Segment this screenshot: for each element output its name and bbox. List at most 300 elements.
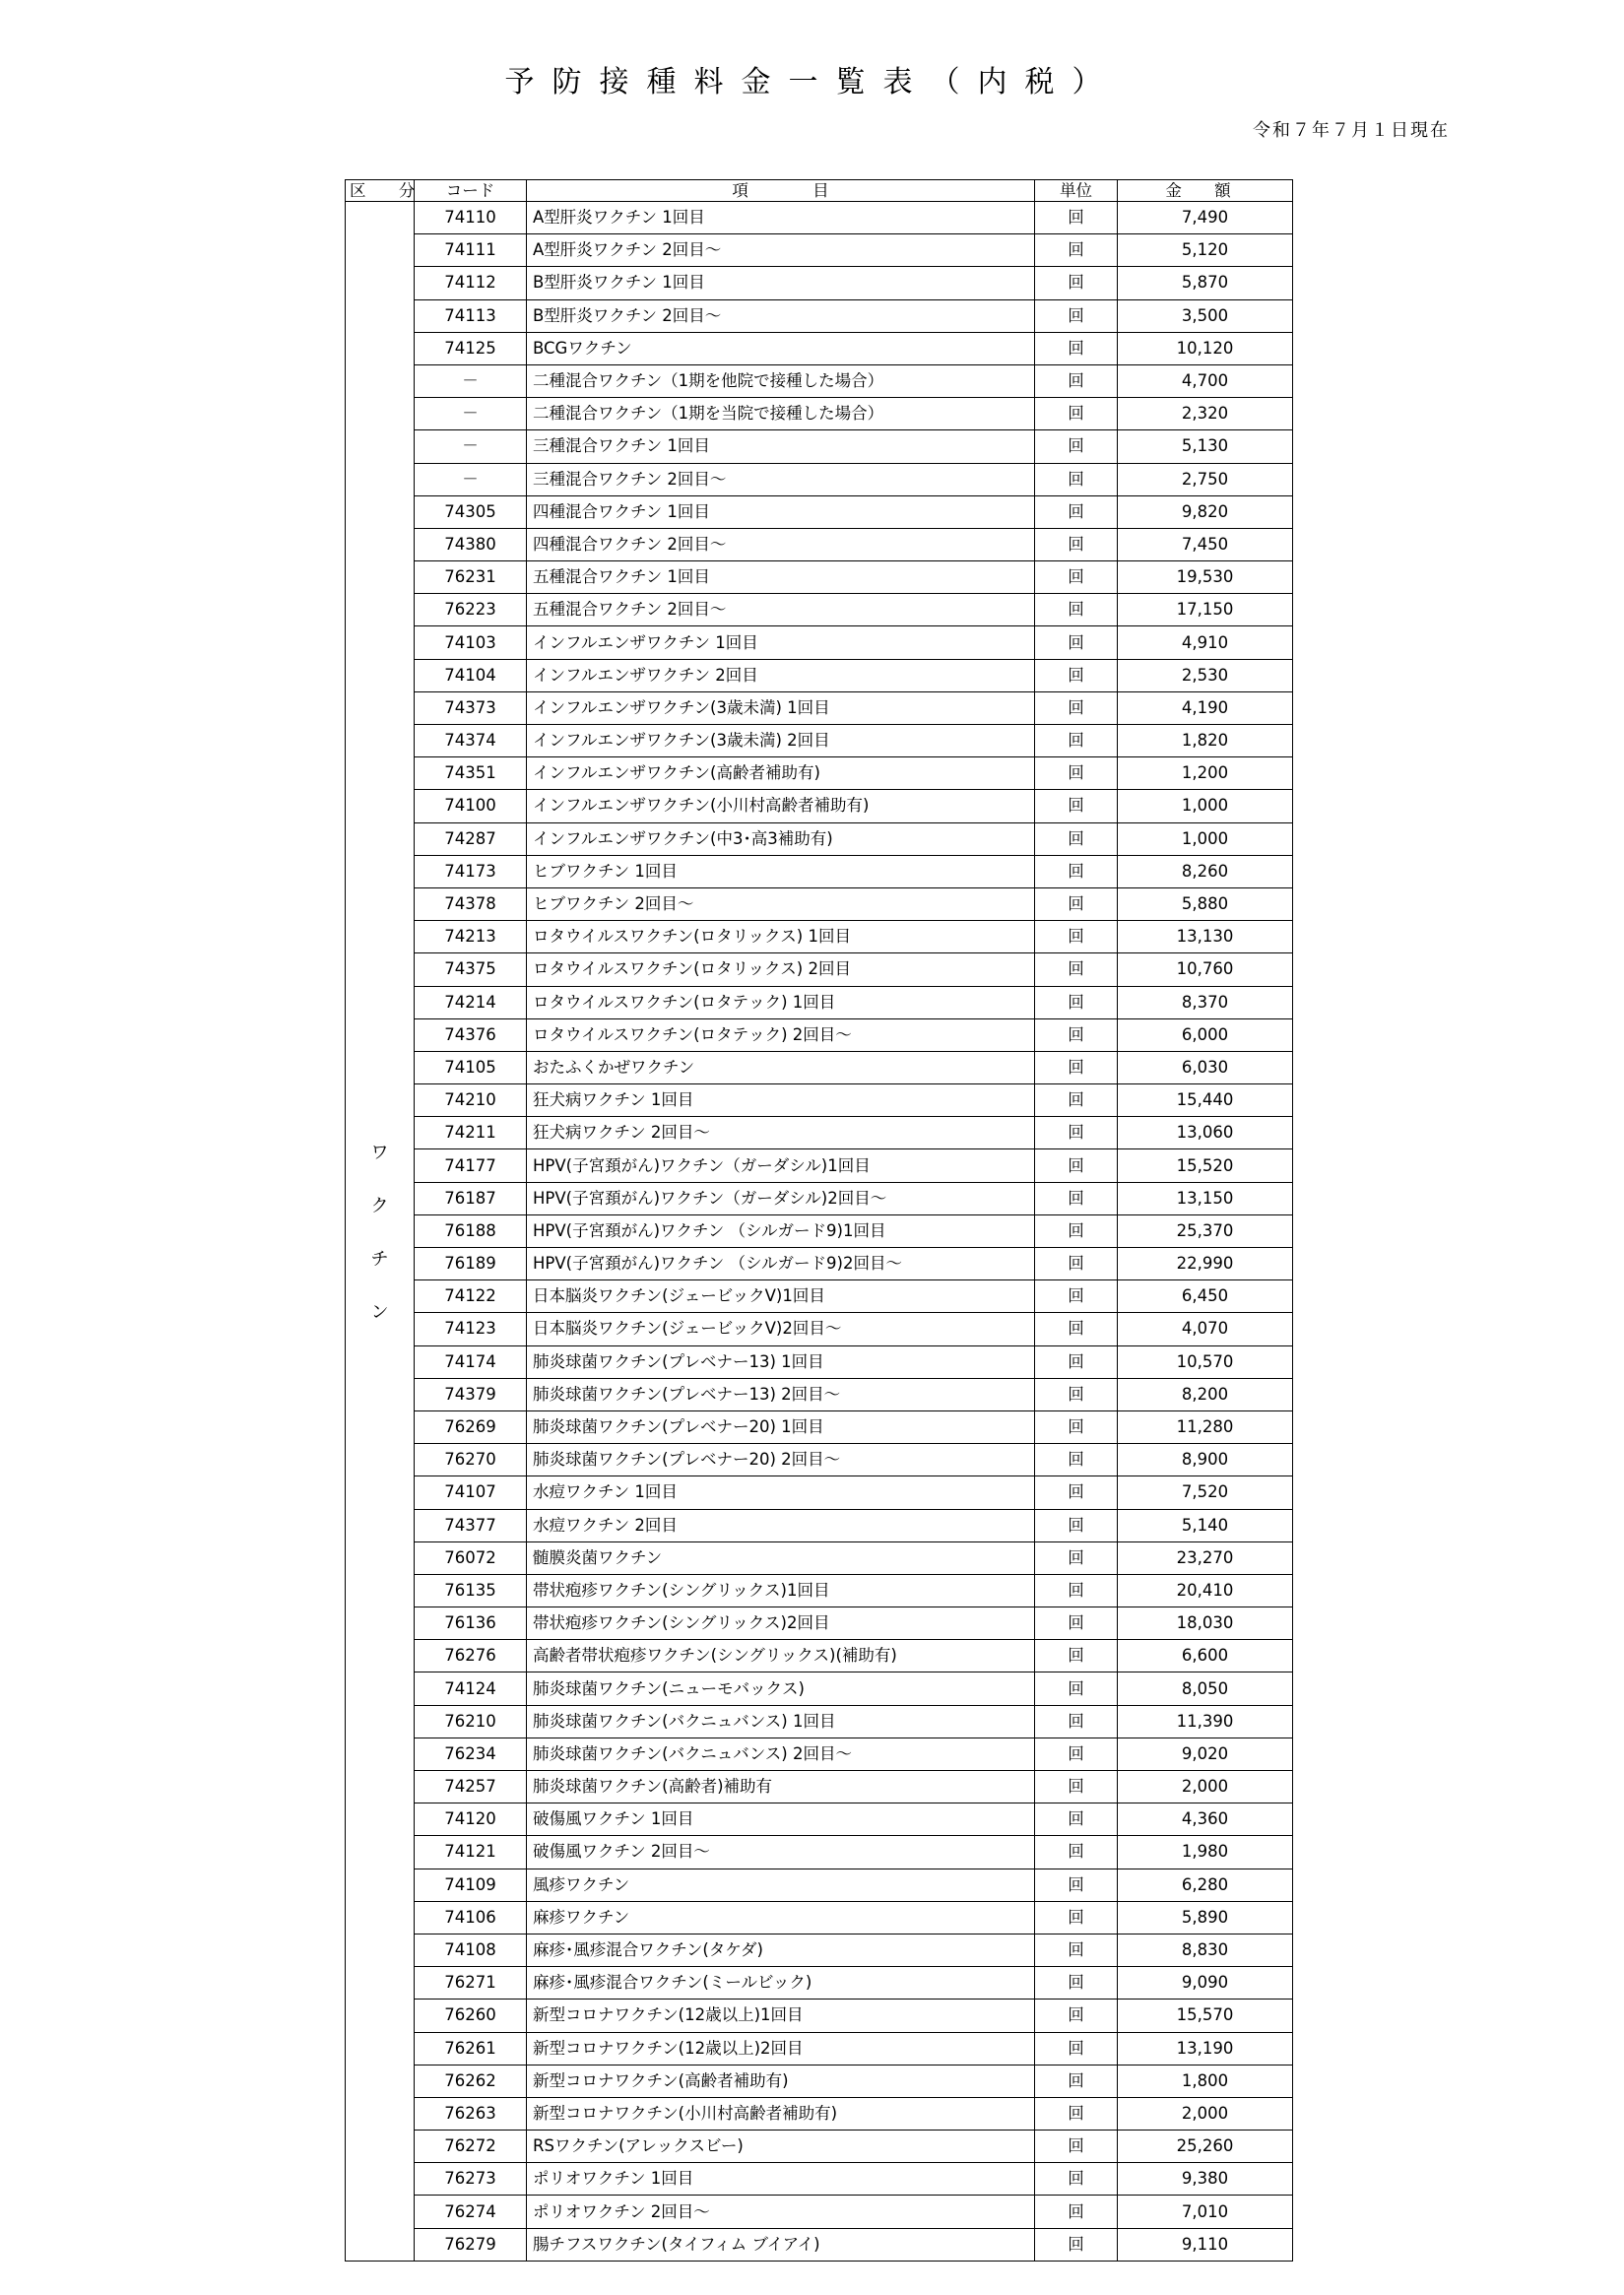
table-row <box>346 1084 1293 1117</box>
item-cell: ポリオワクチン 1回目 <box>527 2163 1035 2196</box>
table-row <box>346 1607 1293 1640</box>
item-cell: 帯状疱疹ワクチン(シングリックス)1回目 <box>527 1574 1035 1606</box>
item-cell: インフルエンザワクチン(3歳未満) 2回目 <box>527 725 1035 757</box>
code-cell: 74111 <box>415 234 527 267</box>
item-cell: RSワクチン(アレックスビー) <box>527 2131 1035 2163</box>
category-char: チ <box>370 1248 389 1270</box>
amount-cell: 1,820 <box>1118 725 1293 757</box>
item-cell: 肺炎球菌ワクチン(プレベナー20) 2回目～ <box>527 1444 1035 1476</box>
amount-cell: 5,120 <box>1118 234 1293 267</box>
table-row <box>346 2000 1293 2032</box>
item-cell: ロタウイルスワクチン(ロタテック) 1回目 <box>527 986 1035 1018</box>
table-row <box>346 267 1293 299</box>
item-cell: 麻疹･風疹混合ワクチン(タケダ) <box>527 1934 1035 1966</box>
code-cell: 76261 <box>415 2032 527 2065</box>
category-char: ワ <box>370 1142 389 1163</box>
amount-cell: 1,000 <box>1118 822 1293 855</box>
category-char: ン <box>370 1301 389 1323</box>
unit-cell: 回 <box>1035 1378 1118 1410</box>
fee-table <box>345 179 1293 2262</box>
code-cell: 74122 <box>415 1280 527 1313</box>
item-cell: 高齢者帯状疱疹ワクチン(シングリックス)(補助有) <box>527 1640 1035 1672</box>
item-cell: ロタウイルスワクチン(ロタリックス) 1回目 <box>527 921 1035 953</box>
amount-cell: 8,260 <box>1118 855 1293 887</box>
table-header-row <box>346 180 1293 202</box>
item-cell: 水痘ワクチン 2回目 <box>527 1509 1035 1541</box>
unit-cell: 回 <box>1035 626 1118 659</box>
code-cell: 74257 <box>415 1771 527 1803</box>
unit-cell: 回 <box>1035 986 1118 1018</box>
header-item: 項 目 <box>527 180 1035 202</box>
code-cell: 74376 <box>415 1018 527 1051</box>
item-cell: 狂犬病ワクチン 1回目 <box>527 1084 1035 1117</box>
amount-cell: 25,260 <box>1118 2131 1293 2163</box>
unit-cell: 回 <box>1035 1280 1118 1313</box>
unit-cell: 回 <box>1035 202 1118 234</box>
amount-cell: 2,000 <box>1118 2097 1293 2130</box>
table-row <box>346 1378 1293 1410</box>
unit-cell: 回 <box>1035 234 1118 267</box>
unit-cell: 回 <box>1035 561 1118 594</box>
item-cell: A型肝炎ワクチン 1回目 <box>527 202 1035 234</box>
unit-cell: 回 <box>1035 1803 1118 1836</box>
header-unit: 単位 <box>1035 180 1118 202</box>
table-row <box>346 757 1293 790</box>
unit-cell: 回 <box>1035 1934 1118 1966</box>
item-cell: ヒブワクチン 1回目 <box>527 855 1035 887</box>
amount-cell: 13,060 <box>1118 1117 1293 1149</box>
table-row <box>346 561 1293 594</box>
item-cell: 風疹ワクチン <box>527 1869 1035 1901</box>
item-cell: 肺炎球菌ワクチン(ニューモバックス) <box>527 1672 1035 1705</box>
unit-cell: 回 <box>1035 1509 1118 1541</box>
table-row <box>346 1476 1293 1509</box>
table-row <box>346 594 1293 626</box>
table-row <box>346 2097 1293 2130</box>
code-cell: 74125 <box>415 332 527 364</box>
amount-cell: 7,010 <box>1118 2196 1293 2228</box>
unit-cell: 回 <box>1035 430 1118 463</box>
code-cell: 76260 <box>415 2000 527 2032</box>
item-cell: ポリオワクチン 2回目～ <box>527 2196 1035 2228</box>
code-cell: 74174 <box>415 1345 527 1378</box>
amount-cell: 13,130 <box>1118 921 1293 953</box>
item-cell: 肺炎球菌ワクチン(プレベナー13) 1回目 <box>527 1345 1035 1378</box>
amount-cell: 15,570 <box>1118 2000 1293 2032</box>
code-cell: 74213 <box>415 921 527 953</box>
amount-cell: 22,990 <box>1118 1248 1293 1280</box>
code-cell: 74305 <box>415 495 527 528</box>
table-row <box>346 495 1293 528</box>
unit-cell: 回 <box>1035 1541 1118 1574</box>
table-row <box>346 1149 1293 1182</box>
table-row <box>346 986 1293 1018</box>
amount-cell: 1,200 <box>1118 757 1293 790</box>
code-cell: 76269 <box>415 1410 527 1443</box>
amount-cell: 11,390 <box>1118 1705 1293 1738</box>
item-cell: ヒブワクチン 2回目～ <box>527 887 1035 920</box>
unit-cell: 回 <box>1035 1345 1118 1378</box>
table-row <box>346 2065 1293 2097</box>
amount-cell: 10,120 <box>1118 332 1293 364</box>
table-row <box>346 1018 1293 1051</box>
unit-cell: 回 <box>1035 953 1118 986</box>
item-cell: B型肝炎ワクチン 2回目～ <box>527 299 1035 332</box>
code-cell: 76262 <box>415 2065 527 2097</box>
item-cell: 腸チフスワクチン(タイフィム ブイアイ) <box>527 2228 1035 2261</box>
unit-cell: 回 <box>1035 2065 1118 2097</box>
code-cell: 74109 <box>415 1869 527 1901</box>
amount-cell: 15,440 <box>1118 1084 1293 1117</box>
amount-cell: 2,320 <box>1118 398 1293 430</box>
code-cell: 74210 <box>415 1084 527 1117</box>
amount-cell: 18,030 <box>1118 1607 1293 1640</box>
table-row <box>346 1901 1293 1934</box>
amount-cell: 4,360 <box>1118 1803 1293 1836</box>
table-row <box>346 921 1293 953</box>
table-row <box>346 1934 1293 1966</box>
amount-cell: 6,030 <box>1118 1051 1293 1083</box>
code-cell: 74107 <box>415 1476 527 1509</box>
table-row <box>346 1869 1293 1901</box>
code-cell: 74123 <box>415 1313 527 1345</box>
unit-cell: 回 <box>1035 1640 1118 1672</box>
item-cell: 新型コロナワクチン(12歳以上)1回目 <box>527 2000 1035 2032</box>
unit-cell: 回 <box>1035 1574 1118 1606</box>
amount-cell: 8,200 <box>1118 1378 1293 1410</box>
item-cell: 麻疹ワクチン <box>527 1901 1035 1934</box>
table-row <box>346 822 1293 855</box>
table-row <box>346 528 1293 560</box>
code-cell: 76271 <box>415 1967 527 2000</box>
amount-cell: 25,370 <box>1118 1214 1293 1247</box>
amount-cell: 13,190 <box>1118 2032 1293 2065</box>
unit-cell: 回 <box>1035 2000 1118 2032</box>
table-row <box>346 1410 1293 1443</box>
amount-cell: 6,000 <box>1118 1018 1293 1051</box>
item-cell: HPV(子宮頚がん)ワクチン（ガーダシル)2回目～ <box>527 1182 1035 1214</box>
table-row <box>346 790 1293 822</box>
header-amount: 金 額 <box>1118 180 1293 202</box>
table-row <box>346 1967 1293 2000</box>
page-title: 予防接種料金一覧表（内税） <box>504 65 1120 99</box>
item-cell: インフルエンザワクチン(小川村高齢者補助有) <box>527 790 1035 822</box>
item-cell: BCGワクチン <box>527 332 1035 364</box>
item-cell: 新型コロナワクチン(小川村高齢者補助有) <box>527 2097 1035 2130</box>
code-cell: 76188 <box>415 1214 527 1247</box>
item-cell: 水痘ワクチン 1回目 <box>527 1476 1035 1509</box>
table-row <box>346 887 1293 920</box>
amount-cell: 5,870 <box>1118 267 1293 299</box>
item-cell: 五種混合ワクチン 1回目 <box>527 561 1035 594</box>
item-cell: おたふくかぜワクチン <box>527 1051 1035 1083</box>
item-cell: 三種混合ワクチン 1回目 <box>527 430 1035 463</box>
amount-cell: 7,520 <box>1118 1476 1293 1509</box>
code-cell: 76276 <box>415 1640 527 1672</box>
table-row <box>346 2163 1293 2196</box>
unit-cell: 回 <box>1035 528 1118 560</box>
code-cell: 74108 <box>415 1934 527 1966</box>
unit-cell: 回 <box>1035 594 1118 626</box>
item-cell: 麻疹･風疹混合ワクチン(ミールビック) <box>527 1967 1035 2000</box>
table-row <box>346 855 1293 887</box>
table-row <box>346 299 1293 332</box>
amount-cell: 4,190 <box>1118 691 1293 724</box>
unit-cell: 回 <box>1035 757 1118 790</box>
amount-cell: 5,130 <box>1118 430 1293 463</box>
code-cell: 74351 <box>415 757 527 790</box>
item-cell: 帯状疱疹ワクチン(シングリックス)2回目 <box>527 1607 1035 1640</box>
code-cell: 74379 <box>415 1378 527 1410</box>
amount-cell: 19,530 <box>1118 561 1293 594</box>
amount-cell: 1,980 <box>1118 1836 1293 1869</box>
code-cell: 76270 <box>415 1444 527 1476</box>
unit-cell: 回 <box>1035 267 1118 299</box>
amount-cell: 7,450 <box>1118 528 1293 560</box>
unit-cell: 回 <box>1035 822 1118 855</box>
code-cell: 74112 <box>415 267 527 299</box>
item-cell: ロタウイルスワクチン(ロタテック) 2回目～ <box>527 1018 1035 1051</box>
table-row <box>346 691 1293 724</box>
code-cell: 74110 <box>415 202 527 234</box>
item-cell: 五種混合ワクチン 2回目～ <box>527 594 1035 626</box>
code-cell: 76072 <box>415 1541 527 1574</box>
unit-cell: 回 <box>1035 1444 1118 1476</box>
amount-cell: 20,410 <box>1118 1574 1293 1606</box>
code-cell: 76135 <box>415 1574 527 1606</box>
table-row <box>346 234 1293 267</box>
unit-cell: 回 <box>1035 1836 1118 1869</box>
code-cell: 76136 <box>415 1607 527 1640</box>
table-row <box>346 364 1293 397</box>
code-cell: 74105 <box>415 1051 527 1083</box>
code-cell: 76189 <box>415 1248 527 1280</box>
amount-cell: 5,890 <box>1118 1901 1293 1934</box>
table-row <box>346 1771 1293 1803</box>
code-cell: 74287 <box>415 822 527 855</box>
amount-cell: 4,910 <box>1118 626 1293 659</box>
unit-cell: 回 <box>1035 2097 1118 2130</box>
amount-cell: 15,520 <box>1118 1149 1293 1182</box>
unit-cell: 回 <box>1035 790 1118 822</box>
table-row <box>346 202 1293 234</box>
code-cell: 74377 <box>415 1509 527 1541</box>
amount-cell: 1,800 <box>1118 2065 1293 2097</box>
code-cell: 76231 <box>415 561 527 594</box>
item-cell: 肺炎球菌ワクチン(バクニュバンス) 1回目 <box>527 1705 1035 1738</box>
unit-cell: 回 <box>1035 2228 1118 2261</box>
amount-cell: 9,110 <box>1118 2228 1293 2261</box>
header-kubun: 区 分 <box>346 180 415 202</box>
unit-cell: 回 <box>1035 1771 1118 1803</box>
code-cell: 76187 <box>415 1182 527 1214</box>
unit-cell: 回 <box>1035 1705 1118 1738</box>
code-cell: 76279 <box>415 2228 527 2261</box>
table-row <box>346 1051 1293 1083</box>
unit-cell: 回 <box>1035 1117 1118 1149</box>
unit-cell: 回 <box>1035 659 1118 691</box>
item-cell: インフルエンザワクチン(3歳未満) 1回目 <box>527 691 1035 724</box>
table-row <box>346 953 1293 986</box>
code-cell: 74113 <box>415 299 527 332</box>
item-cell: HPV(子宮頚がん)ワクチン （シルガード9)1回目 <box>527 1214 1035 1247</box>
code-cell: 74121 <box>415 1836 527 1869</box>
unit-cell: 回 <box>1035 1051 1118 1083</box>
amount-cell: 9,380 <box>1118 2163 1293 2196</box>
table-row <box>346 659 1293 691</box>
code-cell: 74373 <box>415 691 527 724</box>
table-row <box>346 1248 1293 1280</box>
unit-cell: 回 <box>1035 1476 1118 1509</box>
table-row <box>346 626 1293 659</box>
item-cell: 日本脳炎ワクチン(ジェービックV)1回目 <box>527 1280 1035 1313</box>
code-cell: 74103 <box>415 626 527 659</box>
code-cell: － <box>415 398 527 430</box>
code-cell: 74211 <box>415 1117 527 1149</box>
code-cell: 76234 <box>415 1738 527 1770</box>
amount-cell: 8,830 <box>1118 1934 1293 1966</box>
unit-cell: 回 <box>1035 1738 1118 1770</box>
item-cell: 破傷風ワクチン 2回目～ <box>527 1836 1035 1869</box>
unit-cell: 回 <box>1035 1182 1118 1214</box>
code-cell: 74374 <box>415 725 527 757</box>
category-char: ク <box>370 1195 389 1216</box>
unit-cell: 回 <box>1035 921 1118 953</box>
item-cell: 四種混合ワクチン 2回目～ <box>527 528 1035 560</box>
table-row <box>346 1280 1293 1313</box>
item-cell: 肺炎球菌ワクチン(プレベナー20) 1回目 <box>527 1410 1035 1443</box>
unit-cell: 回 <box>1035 495 1118 528</box>
unit-cell: 回 <box>1035 725 1118 757</box>
table-row <box>346 2228 1293 2261</box>
code-cell: 76263 <box>415 2097 527 2130</box>
unit-cell: 回 <box>1035 855 1118 887</box>
table-row <box>346 1313 1293 1345</box>
item-cell: インフルエンザワクチン 1回目 <box>527 626 1035 659</box>
table-row <box>346 1836 1293 1869</box>
code-cell: 74104 <box>415 659 527 691</box>
code-cell: 74173 <box>415 855 527 887</box>
unit-cell: 回 <box>1035 364 1118 397</box>
table-row <box>346 2032 1293 2065</box>
unit-cell: 回 <box>1035 1607 1118 1640</box>
item-cell: 肺炎球菌ワクチン(プレベナー13) 2回目～ <box>527 1378 1035 1410</box>
item-cell: HPV(子宮頚がん)ワクチン（ガーダシル)1回目 <box>527 1149 1035 1182</box>
item-cell: 狂犬病ワクチン 2回目～ <box>527 1117 1035 1149</box>
table-row <box>346 430 1293 463</box>
table-row <box>346 1214 1293 1247</box>
unit-cell: 回 <box>1035 1901 1118 1934</box>
code-cell: 76273 <box>415 2163 527 2196</box>
code-cell: － <box>415 364 527 397</box>
table-row <box>346 463 1293 495</box>
table-row <box>346 725 1293 757</box>
item-cell: 新型コロナワクチン(高齢者補助有) <box>527 2065 1035 2097</box>
unit-cell: 回 <box>1035 2163 1118 2196</box>
unit-cell: 回 <box>1035 2131 1118 2163</box>
code-cell: 74378 <box>415 887 527 920</box>
table-row <box>346 1345 1293 1378</box>
table-row <box>346 1640 1293 1672</box>
code-cell: 74120 <box>415 1803 527 1836</box>
unit-cell: 回 <box>1035 1672 1118 1705</box>
amount-cell: 8,050 <box>1118 1672 1293 1705</box>
unit-cell: 回 <box>1035 1018 1118 1051</box>
amount-cell: 6,450 <box>1118 1280 1293 1313</box>
unit-cell: 回 <box>1035 1410 1118 1443</box>
unit-cell: 回 <box>1035 1248 1118 1280</box>
table-row <box>346 2131 1293 2163</box>
item-cell: 四種混合ワクチン 1回目 <box>527 495 1035 528</box>
code-cell: 74177 <box>415 1149 527 1182</box>
item-cell: 肺炎球菌ワクチン(高齢者)補助有 <box>527 1771 1035 1803</box>
code-cell: 74106 <box>415 1901 527 1934</box>
table-row <box>346 1541 1293 1574</box>
code-cell: 74124 <box>415 1672 527 1705</box>
unit-cell: 回 <box>1035 887 1118 920</box>
amount-cell: 2,750 <box>1118 463 1293 495</box>
amount-cell: 9,090 <box>1118 1967 1293 2000</box>
item-cell: 新型コロナワクチン(12歳以上)2回目 <box>527 2032 1035 2065</box>
amount-cell: 9,020 <box>1118 1738 1293 1770</box>
table-row <box>346 1444 1293 1476</box>
item-cell: インフルエンザワクチン(高齢者補助有) <box>527 757 1035 790</box>
item-cell: B型肝炎ワクチン 1回目 <box>527 267 1035 299</box>
amount-cell: 10,760 <box>1118 953 1293 986</box>
table-row <box>346 1803 1293 1836</box>
table-row <box>346 1182 1293 1214</box>
code-cell: 74380 <box>415 528 527 560</box>
item-cell: インフルエンザワクチン(中3･高3補助有) <box>527 822 1035 855</box>
amount-cell: 5,140 <box>1118 1509 1293 1541</box>
unit-cell: 回 <box>1035 463 1118 495</box>
header-code: コード <box>415 180 527 202</box>
table-row <box>346 2196 1293 2228</box>
item-cell: ロタウイルスワクチン(ロタリックス) 2回目 <box>527 953 1035 986</box>
amount-cell: 8,900 <box>1118 1444 1293 1476</box>
unit-cell: 回 <box>1035 1084 1118 1117</box>
code-cell: 76223 <box>415 594 527 626</box>
amount-cell: 7,490 <box>1118 202 1293 234</box>
table-row <box>346 1574 1293 1606</box>
amount-cell: 6,600 <box>1118 1640 1293 1672</box>
table-row <box>346 1509 1293 1541</box>
amount-cell: 9,820 <box>1118 495 1293 528</box>
amount-cell: 4,700 <box>1118 364 1293 397</box>
amount-cell: 2,000 <box>1118 1771 1293 1803</box>
table-row <box>346 1705 1293 1738</box>
unit-cell: 回 <box>1035 332 1118 364</box>
table-row <box>346 1738 1293 1770</box>
item-cell: 髄膜炎菌ワクチン <box>527 1541 1035 1574</box>
item-cell: 三種混合ワクチン 2回目～ <box>527 463 1035 495</box>
amount-cell: 10,570 <box>1118 1345 1293 1378</box>
amount-cell: 17,150 <box>1118 594 1293 626</box>
unit-cell: 回 <box>1035 398 1118 430</box>
amount-cell: 8,370 <box>1118 986 1293 1018</box>
amount-cell: 4,070 <box>1118 1313 1293 1345</box>
category-label <box>371 1143 389 1324</box>
amount-cell: 11,280 <box>1118 1410 1293 1443</box>
code-cell: 76210 <box>415 1705 527 1738</box>
code-cell: 74100 <box>415 790 527 822</box>
item-cell: 二種混合ワクチン（1期を他院で接種した場合） <box>527 364 1035 397</box>
amount-cell: 23,270 <box>1118 1541 1293 1574</box>
code-cell: 76274 <box>415 2196 527 2228</box>
item-cell: HPV(子宮頚がん)ワクチン （シルガード9)2回目～ <box>527 1248 1035 1280</box>
unit-cell: 回 <box>1035 691 1118 724</box>
item-cell: A型肝炎ワクチン 2回目～ <box>527 234 1035 267</box>
